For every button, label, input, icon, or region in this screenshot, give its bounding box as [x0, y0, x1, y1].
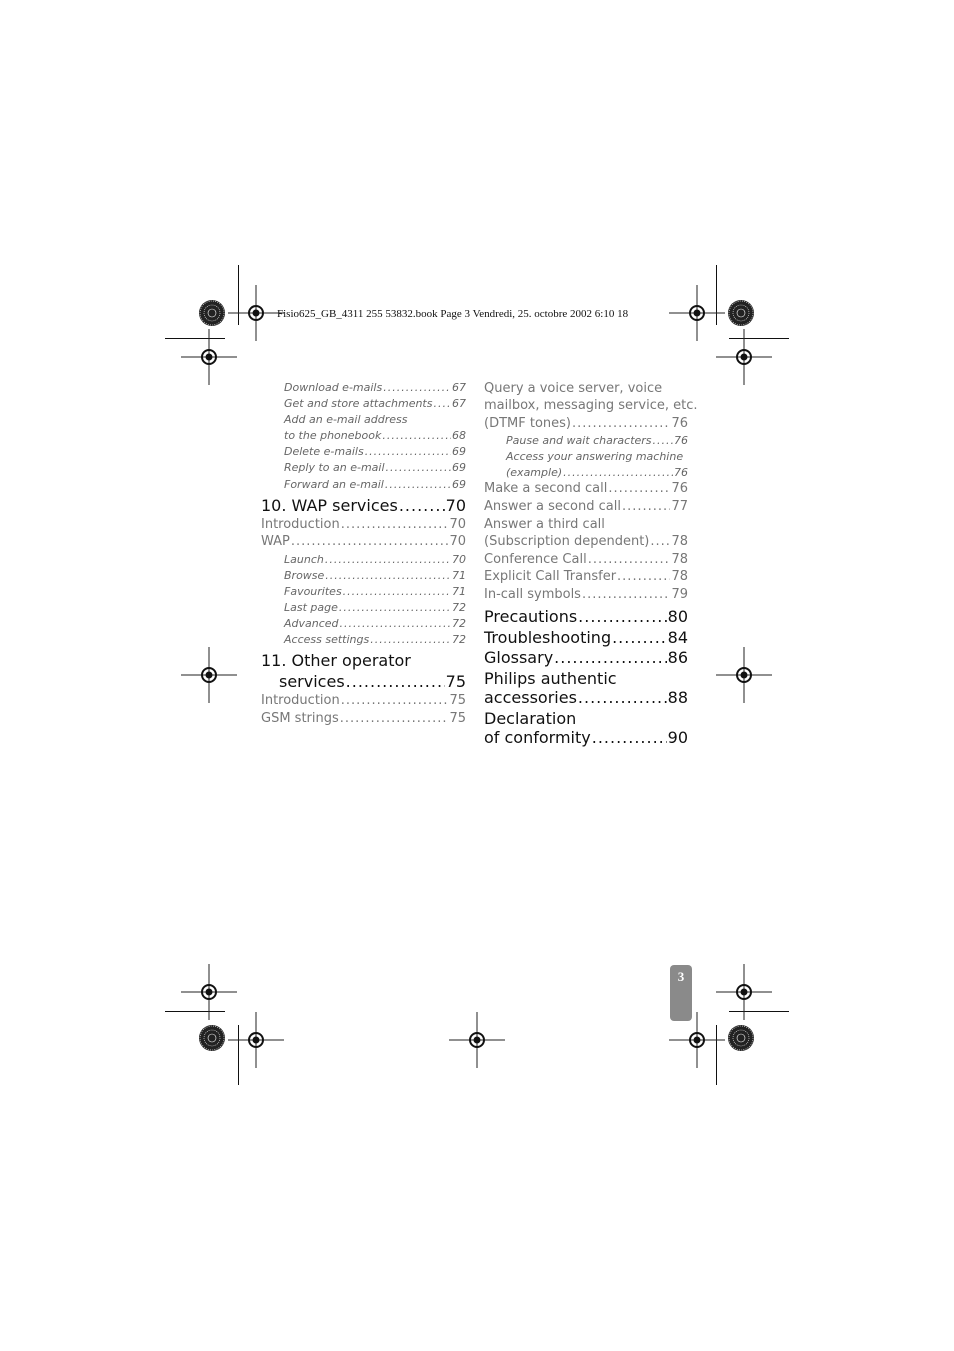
toc-entry[interactable]: GSM strings ..... 75	[261, 711, 466, 726]
registration-target-icon	[716, 647, 772, 703]
registration-target-icon	[181, 964, 237, 1020]
toc-entry[interactable]: Pause and wait characters ..... 76	[506, 434, 688, 447]
registration-target-icon	[228, 1012, 284, 1068]
toc-entry[interactable]: Introduction ..... 75	[261, 693, 466, 708]
color-bar-icon	[728, 300, 754, 326]
registration-target-icon	[228, 285, 284, 341]
toc-chapter-precautions[interactable]: Precautions ..... 80	[484, 607, 688, 626]
toc-chapter-wap-services[interactable]: 10. WAP services ..... 70	[261, 496, 466, 515]
toc-entry[interactable]: (example) ..... 76	[506, 466, 688, 479]
toc-entry[interactable]: Favourites ..... 71	[284, 585, 466, 598]
toc-chapter-troubleshooting[interactable]: Troubleshooting ..... 84	[484, 628, 688, 647]
toc-entry[interactable]: (DTMF tones) ..... 76	[484, 416, 688, 431]
toc-entry-text: mailbox, messaging service, etc.	[484, 398, 698, 413]
page-number-tab: 3	[670, 965, 692, 1021]
toc-chapter-accessories[interactable]: accessories ..... 88	[484, 688, 688, 707]
toc-chapter-other-operator: 11. Other operator	[261, 651, 411, 670]
toc-entry-text: Answer a third call	[484, 517, 605, 532]
toc-entry-text: Access your answering machine	[506, 450, 684, 463]
color-bar-icon	[199, 1025, 225, 1051]
toc-chapter-other-operator-services[interactable]: services ..... 75	[279, 672, 466, 691]
toc-entry[interactable]: Access settings ..... 72	[284, 633, 466, 646]
registration-target-icon	[716, 964, 772, 1020]
toc-entry[interactable]: WAP ..... 70	[261, 534, 466, 549]
toc-entry[interactable]: In-call symbols ..... 79	[484, 587, 688, 602]
toc-entry-text: Query a voice server, voice	[484, 381, 663, 396]
toc-entry[interactable]: Get and store attachments ..... 67	[284, 397, 466, 410]
registration-target-icon	[181, 329, 237, 385]
book-header: Fisio625_GB_4311 255 53832.book Page 3 Vendredi, 25. octobre 2002 6:10 18	[277, 308, 629, 320]
toc-entry[interactable]: Launch ..... 70	[284, 553, 466, 566]
toc-entry[interactable]: Forward an e-mail ..... 69	[284, 478, 466, 491]
toc-chapter-declaration-text: Declaration	[484, 709, 577, 728]
toc-chapter-declaration[interactable]: of conformity ..... 90	[484, 728, 688, 747]
toc-entry[interactable]: Answer a second call ..... 77	[484, 499, 688, 514]
registration-target-icon	[716, 329, 772, 385]
toc-entry[interactable]: Advanced ..... 72	[284, 617, 466, 630]
toc-entry-text: Add an e-mail address	[284, 413, 408, 426]
registration-target-icon	[669, 285, 725, 341]
toc-entry[interactable]: Conference Call ..... 78	[484, 552, 688, 567]
toc-chapter-accessories-text: Philips authentic	[484, 669, 617, 688]
toc-entry[interactable]: Reply to an e-mail ..... 69	[284, 461, 466, 474]
toc-chapter-glossary[interactable]: Glossary ..... 86	[484, 648, 688, 667]
toc-entry[interactable]: Last page ..... 72	[284, 601, 466, 614]
color-bar-icon	[728, 1025, 754, 1051]
toc-entry[interactable]: Browse ..... 71	[284, 569, 466, 582]
registration-target-icon	[449, 1012, 505, 1068]
toc-entry[interactable]: Introduction ..... 70	[261, 517, 466, 532]
toc-entry[interactable]: Explicit Call Transfer ..... 78	[484, 569, 688, 584]
color-bar-icon	[199, 300, 225, 326]
toc-entry[interactable]: (Subscription dependent) ..... 78	[484, 534, 688, 549]
toc-entry[interactable]: to the phonebook ..... 68	[284, 429, 466, 442]
toc-entry[interactable]: Download e-mails ..... 67	[284, 381, 466, 394]
toc-entry[interactable]: Make a second call ..... 76	[484, 481, 688, 496]
registration-target-icon	[181, 647, 237, 703]
toc-entry[interactable]: Delete e-mails ..... 69	[284, 445, 466, 458]
